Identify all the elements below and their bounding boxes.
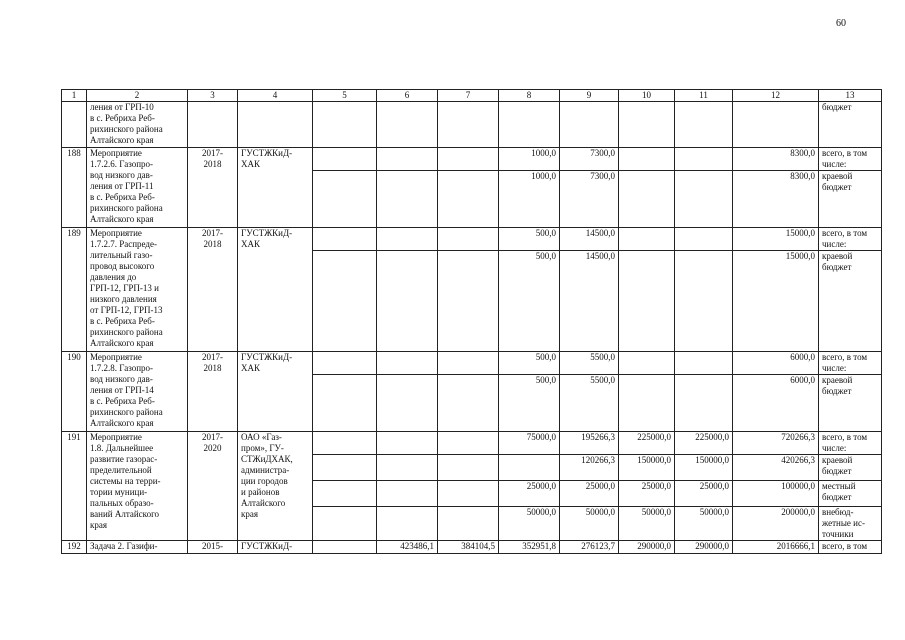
amount-cell: 50000,0: [499, 507, 560, 541]
amount-cell: 100000,0: [733, 481, 819, 507]
amount-cell: [675, 228, 733, 251]
empty-cell: [675, 102, 733, 148]
amount-cell: [438, 481, 499, 507]
description-line: Алтайского края: [90, 214, 154, 224]
amount-cell: 150000,0: [619, 455, 675, 481]
measure-description: [87, 432, 188, 541]
amount-cell: [377, 228, 438, 251]
amount-cell: 7300,0: [560, 148, 619, 171]
description-line: 1.7.2.8. Газопро-: [90, 363, 154, 373]
table-row-continuation: [62, 102, 882, 148]
amount-cell: [313, 148, 377, 171]
implementation-period: 2017- 2018: [188, 352, 238, 432]
implementation-period: 2017- 2018: [188, 228, 238, 352]
amount-cell: [377, 251, 438, 352]
column-number-row: [62, 90, 882, 102]
row-number: 188: [62, 148, 87, 228]
amount-cell: 500,0: [499, 251, 560, 352]
amount-cell: [377, 507, 438, 541]
funding-source: краевой бюджет: [819, 251, 882, 352]
executor: ГУСТЖКиД- ХАК: [238, 148, 313, 228]
amount-cell: 7300,0: [560, 171, 619, 228]
amount-cell: 6000,0: [733, 352, 819, 375]
amount-cell: 15000,0: [733, 251, 819, 352]
amount-cell: 120266,3: [560, 455, 619, 481]
row-number: 190: [62, 352, 87, 432]
amount-cell: [675, 148, 733, 171]
amount-cell: 2016666,1: [733, 541, 819, 554]
amount-cell: [438, 148, 499, 171]
table-row: [62, 432, 882, 455]
description-line: от ГРП-12, ГРП-13: [90, 305, 163, 315]
description-line: Мероприятие: [90, 432, 142, 442]
description-line: провод высокого: [90, 261, 155, 271]
description-line: 1.8. Дальнейшее: [90, 443, 154, 453]
column-number: 12: [733, 90, 819, 102]
funding-source: всего, в том: [819, 541, 882, 554]
description-line: рихинского района: [90, 203, 163, 213]
description-line: в с. Ребриха Реб-: [90, 316, 155, 326]
description-line: рихинского района: [90, 407, 163, 417]
column-number: 3: [188, 90, 238, 102]
amount-cell: 423486,1: [377, 541, 438, 554]
column-number: 4: [238, 90, 313, 102]
description-line: в с. Ребриха Реб-: [90, 192, 155, 202]
empty-cell: [733, 102, 819, 148]
column-number: 5: [313, 90, 377, 102]
implementation-period: 2017- 2018: [188, 148, 238, 228]
table-row: [62, 228, 882, 251]
column-number: 9: [560, 90, 619, 102]
column-number: 13: [819, 90, 882, 102]
amount-cell: [313, 375, 377, 432]
description-line: Задача 2. Газифи-: [90, 541, 158, 551]
amount-cell: 500,0: [499, 352, 560, 375]
description-line: давления до: [90, 272, 137, 282]
empty-cell: [619, 102, 675, 148]
empty-cell: [499, 102, 560, 148]
amount-cell: 195266,3: [560, 432, 619, 455]
column-number: 11: [675, 90, 733, 102]
amount-cell: 1000,0: [499, 148, 560, 171]
amount-cell: [438, 455, 499, 481]
page-number: 60: [836, 18, 846, 29]
funding-source: краевой бюджет: [819, 171, 882, 228]
amount-cell: [313, 507, 377, 541]
amount-cell: 15000,0: [733, 228, 819, 251]
amount-cell: [675, 171, 733, 228]
amount-cell: [313, 541, 377, 554]
empty-cell: [238, 102, 313, 148]
description-line: тории муници-: [90, 487, 148, 497]
amount-cell: [619, 228, 675, 251]
amount-cell: 276123,7: [560, 541, 619, 554]
description-line: 1.7.2.7. Распреде-: [90, 239, 158, 249]
amount-cell: [313, 455, 377, 481]
row-number: 191: [62, 432, 87, 541]
funding-source: краевой бюджет: [819, 375, 882, 432]
amount-cell: [438, 507, 499, 541]
amount-cell: [438, 352, 499, 375]
budget-table: [61, 89, 882, 554]
description-line: ления от ГРП-11: [90, 181, 154, 191]
amount-cell: 50000,0: [619, 507, 675, 541]
executor: ГУСТЖКиД-: [238, 541, 313, 554]
amount-cell: 290000,0: [675, 541, 733, 554]
amount-cell: 352951,8: [499, 541, 560, 554]
amount-cell: [313, 228, 377, 251]
description-line: рихинского района: [90, 327, 163, 337]
amount-cell: 290000,0: [619, 541, 675, 554]
amount-cell: 225000,0: [619, 432, 675, 455]
amount-cell: [438, 228, 499, 251]
funding-source: местный бюджет: [819, 481, 882, 507]
description-line: системы на терри-: [90, 476, 161, 486]
amount-cell: [619, 171, 675, 228]
measure-description: [87, 102, 188, 148]
description-line: 1.7.2.6. Газопро-: [90, 159, 154, 169]
implementation-period: 2015-: [188, 541, 238, 554]
amount-cell: [675, 251, 733, 352]
column-number: 2: [87, 90, 188, 102]
amount-cell: 150000,0: [675, 455, 733, 481]
amount-cell: 50000,0: [675, 507, 733, 541]
empty-cell: [377, 102, 438, 148]
amount-cell: 5500,0: [560, 352, 619, 375]
description-line: ГРП-12, ГРП-13 и: [90, 283, 159, 293]
column-number: 6: [377, 90, 438, 102]
funding-source: всего, в том числе:: [819, 432, 882, 455]
description-line: рихинского района: [90, 124, 163, 134]
description-line: вод низкого дав-: [90, 374, 153, 384]
funding-source: бюджет: [819, 102, 882, 148]
amount-cell: 25000,0: [499, 481, 560, 507]
amount-cell: 384104,5: [438, 541, 499, 554]
empty-cell: [188, 102, 238, 148]
row-number: 189: [62, 228, 87, 352]
amount-cell: [377, 455, 438, 481]
amount-cell: [619, 251, 675, 352]
amount-cell: 8300,0: [733, 148, 819, 171]
executor: ОАО «Газ- пром», ГУ- СТЖиДХАК, администра- ции городов и районов Алтайского края: [238, 432, 313, 541]
amount-cell: 500,0: [499, 228, 560, 251]
funding-source: всего, в том числе:: [819, 228, 882, 251]
amount-cell: 420266,3: [733, 455, 819, 481]
amount-cell: [675, 375, 733, 432]
description-line: Алтайского края: [90, 418, 154, 428]
description-line: низкого давления: [90, 294, 157, 304]
amount-cell: [438, 251, 499, 352]
description-line: пределительной: [90, 465, 152, 475]
table-row: [62, 541, 882, 554]
amount-cell: [377, 171, 438, 228]
description-line: Алтайского края: [90, 338, 154, 348]
description-line: Мероприятие: [90, 148, 142, 158]
description-line: развитие газорас-: [90, 454, 158, 464]
description-line: ления от ГРП-10: [90, 102, 154, 112]
amount-cell: [675, 352, 733, 375]
amount-cell: [313, 432, 377, 455]
amount-cell: [313, 171, 377, 228]
amount-cell: 200000,0: [733, 507, 819, 541]
amount-cell: 225000,0: [675, 432, 733, 455]
column-number: 7: [438, 90, 499, 102]
description-line: пальных образо-: [90, 498, 154, 508]
description-line: Мероприятие: [90, 228, 142, 238]
empty-cell: [438, 102, 499, 148]
row-number: 192: [62, 541, 87, 554]
empty-cell: [560, 102, 619, 148]
amount-cell: 14500,0: [560, 251, 619, 352]
funding-source: краевой бюджет: [819, 455, 882, 481]
table-row: [62, 148, 882, 171]
amount-cell: 50000,0: [560, 507, 619, 541]
description-line: в с. Ребриха Реб-: [90, 113, 155, 123]
amount-cell: [619, 148, 675, 171]
amount-cell: 1000,0: [499, 171, 560, 228]
amount-cell: 8300,0: [733, 171, 819, 228]
column-number: 1: [62, 90, 87, 102]
amount-cell: [313, 251, 377, 352]
amount-cell: [377, 352, 438, 375]
amount-cell: 6000,0: [733, 375, 819, 432]
amount-cell: 75000,0: [499, 432, 560, 455]
measure-description: [87, 228, 188, 352]
amount-cell: 5500,0: [560, 375, 619, 432]
column-number: 10: [619, 90, 675, 102]
amount-cell: 500,0: [499, 375, 560, 432]
amount-cell: [619, 375, 675, 432]
amount-cell: [438, 375, 499, 432]
description-line: ления от ГРП-14: [90, 385, 154, 395]
description-line: вод низкого дав-: [90, 170, 153, 180]
amount-cell: [438, 171, 499, 228]
amount-cell: 25000,0: [675, 481, 733, 507]
description-line: края: [90, 520, 108, 530]
amount-cell: [377, 481, 438, 507]
amount-cell: 14500,0: [560, 228, 619, 251]
description-line: в с. Ребриха Реб-: [90, 396, 155, 406]
description-line: ваний Алтайского: [90, 509, 160, 519]
funding-source: внебюд-жетные ис-точники: [819, 507, 882, 541]
amount-cell: 25000,0: [560, 481, 619, 507]
amount-cell: [619, 352, 675, 375]
executor: ГУСТЖКиД- ХАК: [238, 352, 313, 432]
column-number: 8: [499, 90, 560, 102]
amount-cell: 720266,3: [733, 432, 819, 455]
executor: ГУСТЖКиД- ХАК: [238, 228, 313, 352]
implementation-period: 2017- 2020: [188, 432, 238, 541]
description-line: Алтайского края: [90, 135, 154, 145]
measure-description: [87, 352, 188, 432]
funding-source: всего, в том числе:: [819, 352, 882, 375]
table-body: [62, 90, 882, 554]
measure-description: [87, 148, 188, 228]
amount-cell: [313, 481, 377, 507]
empty-cell: [313, 102, 377, 148]
amount-cell: [377, 432, 438, 455]
funding-source: всего, в том числе:: [819, 148, 882, 171]
description-line: Мероприятие: [90, 352, 142, 362]
amount-cell: [313, 352, 377, 375]
measure-description: [87, 541, 188, 554]
amount-cell: [377, 148, 438, 171]
table-row: [62, 352, 882, 375]
amount-cell: [377, 375, 438, 432]
row-number: [62, 102, 87, 148]
description-line: лительный газо-: [90, 250, 153, 260]
amount-cell: [499, 455, 560, 481]
amount-cell: 25000,0: [619, 481, 675, 507]
amount-cell: [438, 432, 499, 455]
